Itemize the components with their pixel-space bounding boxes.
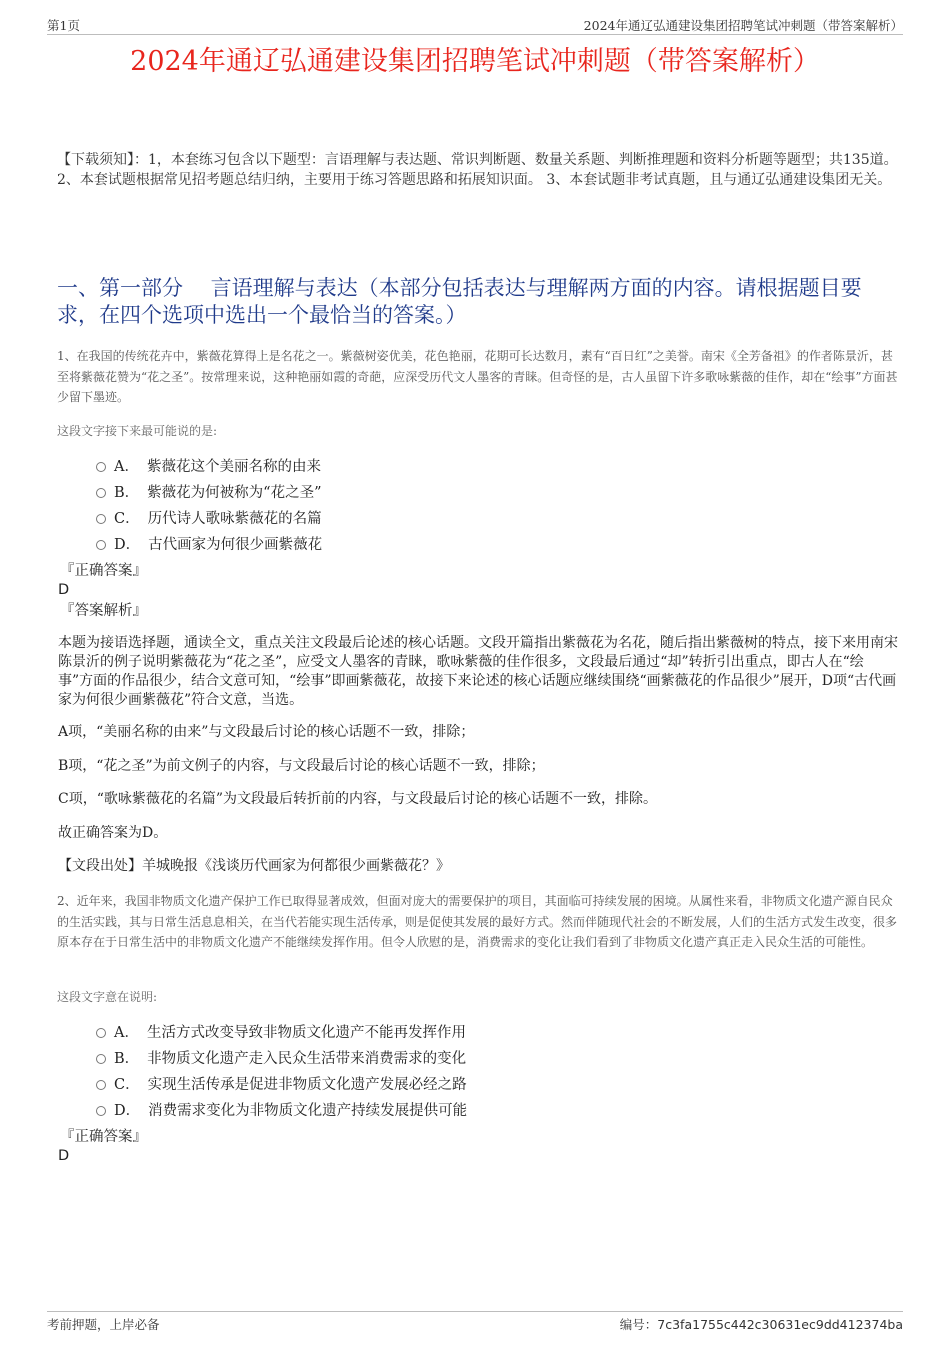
document-title: 2024年通辽弘通建设集团招聘笔试冲刺题（带答案解析） [130,46,820,77]
radio-icon[interactable] [96,488,106,498]
radio-icon[interactable] [96,462,106,472]
question-2-text: 2、近年来，我国非物质文化遗产保护工作已取得显著成效，但面对庞大的需要保护的项目，其面临可持续发展的困境。从属性来看，非物质文化遗产源自民众的生活实践，其与日常生活息息相关，在当代若能实现生活传承，则是促使其发展的最好方式。然而伴随现代社会的不断发展，人们的生活方式发生改变，很多原本存在于日常生活中的非物质文化遗产不能继续发挥作用。但令人欣慰的是，消费需求的变化让我们看到了非物质文化遗产真正走入民众生活的可能性。 [57,894,898,949]
question-2-option-d[interactable]: D． 消费需求变化为非物质文化遗产持续发展提供可能 [96,1096,856,1122]
question-1-options [96,452,856,556]
download-notice: 【下载须知】：1，本套练习包含以下题型：言语理解与表达题、常识判断题、数量关系题、判断推理题和资料分析题等题型；共135道。 2、本套试题根据常见招考题总结归纳，主要用于练习答题思路和拓展知识面。 3、本套试题非考试真题，且与通辽弘通建设集团无关。 [57,152,898,188]
question-1-option-d[interactable]: D． 古代画家为何很少画紫薇花 [96,530,856,556]
question-2-prompt: 这段文字意在说明: [57,990,158,1004]
question-1-text: 1、在我国的传统花卉中，紫薇花算得上是名花之一。紫薇树姿优美，花色艳丽，花期可长达数月，素有“百日红”之美誉。南宋《全芳备祖》的作者陈景沂，甚至将紫薇花赞为“花之圣”。按常理来说，这种艳丽如霞的奇葩，应深受历代文人墨客的青睐。但奇怪的是，古人虽留下许多歌咏紫薇的佳作，却在“绘事”方面甚少留下墨迹。 [57,349,898,404]
radio-icon[interactable] [96,540,106,550]
question-2-answer: D [58,1148,70,1164]
question-1-source: 【文段出处】羊城晚报《浅谈历代画家为何都很少画紫薇花？》 [58,858,450,874]
page-header [47,14,903,35]
radio-icon[interactable] [96,1106,106,1116]
question-1-option-a[interactable]: A． 紫薇花这个美丽名称的由来 [96,452,856,478]
question-1-exclude-c: C项，“歌咏紫薇花的名篇”为文段最后转折前的内容，与文段最后讨论的核心话题不一致，排除。 [58,791,658,807]
radio-icon[interactable] [96,1080,106,1090]
question-2-option-c[interactable]: C． 实现生活传承是促进非物质文化遗产发展必经之路 [96,1070,856,1096]
question-1-exclude-b: B项，“花之圣”为前文例子的内容，与文段最后讨论的核心话题不一致，排除； [58,758,545,774]
question-2-options [96,1018,856,1122]
question-1-option-b[interactable]: B． 紫薇花为何被称为“花之圣” [96,478,856,504]
header-doc-title: 2024年通辽弘通建设集团招聘笔试冲刺题（带答案解析） [583,18,903,33]
page-number: 第1页 [47,18,80,33]
footer-slogan: 考前押题，上岸必备 [47,1317,160,1332]
question-1-exclude-a: A项，“美丽名称的由来”与文段最后讨论的核心话题不一致，排除； [58,724,475,740]
question-2-option-b[interactable]: B． 非物质文化遗产走入民众生活带来消费需求的变化 [96,1044,856,1070]
footer-code-value: 7c3fa1755c442c30631ec9dd412374ba [657,1317,903,1332]
radio-icon[interactable] [96,1028,106,1038]
question-1-prompt: 这段文字接下来最可能说的是: [57,424,218,438]
question-2-answer-label: 『正确答案』 [60,1129,147,1145]
question-1-analysis-label: 『答案解析』 [60,603,147,619]
question-1-conclusion: 故正确答案为D。 [58,825,168,841]
question-1-option-c[interactable]: C． 历代诗人歌咏紫薇花的名篇 [96,504,856,530]
question-2-option-a[interactable]: A． 生活方式改变导致非物质文化遗产不能再发挥作用 [96,1018,856,1044]
radio-icon[interactable] [96,1054,106,1064]
question-1-analysis: 本题为接语选择题，通读全文，重点关注文段最后论述的核心话题。文段开篇指出紫薇花为名花，随后指出紫薇树的特点，接下来用南宋陈景沂的例子说明紫薇花为“花之圣”，应受文人墨客的青睐，歌咏紫薇的佳作很多，文段最后通过“却”转折引出重点，即古人在“绘事”方面的作品很少，结合文意可知，“绘事”即画紫薇花，故接下来论述的核心话题应继续围绕“画紫薇花的作品很少”展开，D项“古代画家为何很少画紫薇花”符合文意，当选。 [58,635,898,708]
radio-icon[interactable] [96,514,106,524]
page-footer [47,1311,903,1332]
footer-code [620,1315,903,1333]
section-title: 一、第一部分 言语理解与表达（本部分包括表达与理解两方面的内容。请根据题目要求，在四个选项中选出一个最恰当的答案。） [57,276,862,327]
question-1-answer-label: 『正确答案』 [60,563,147,579]
footer-code-label: 编号： [619,1317,658,1332]
question-1-answer: D [58,582,70,598]
